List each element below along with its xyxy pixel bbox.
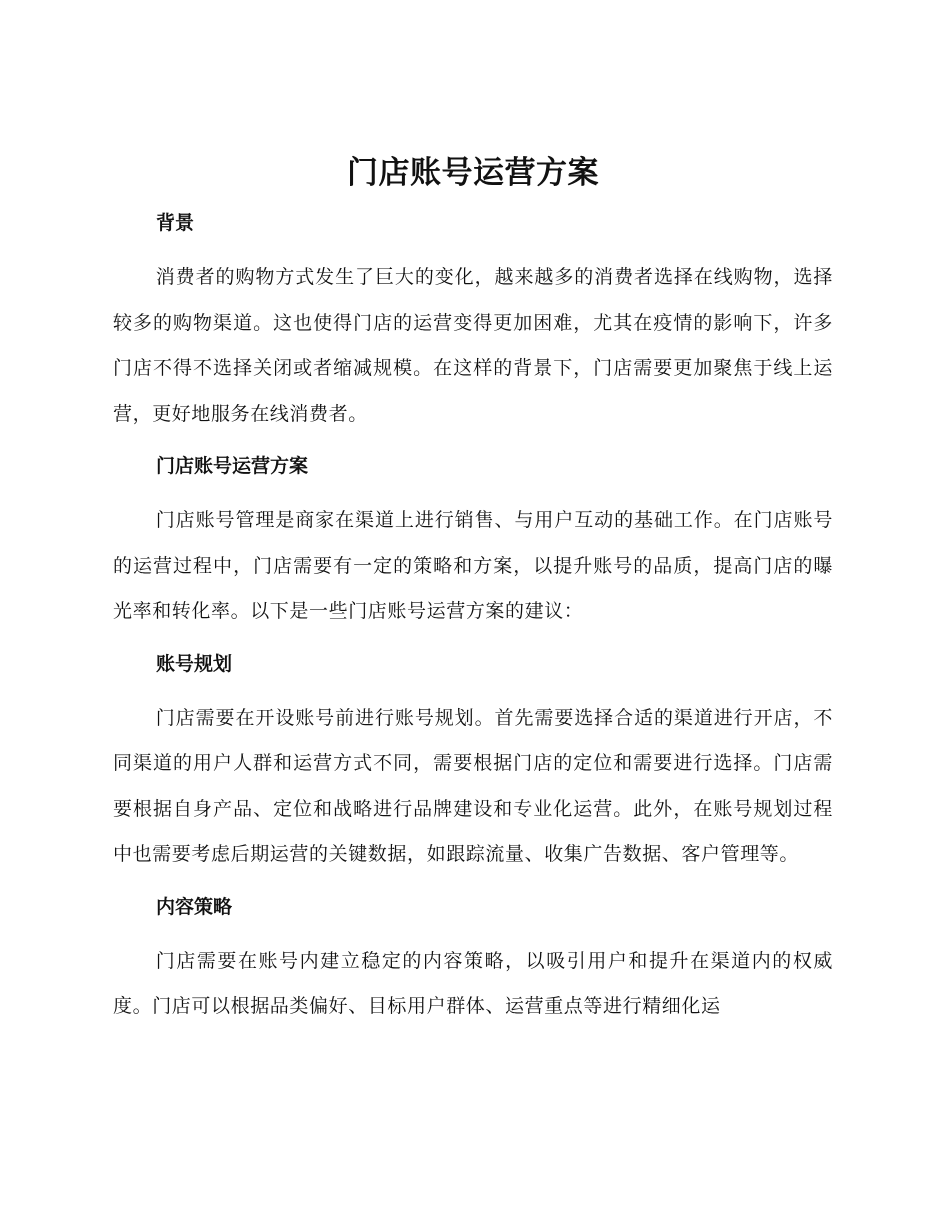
section-paragraph-account-planning: 门店需要在开设账号前进行账号规划。首先需要选择合适的渠道进行开店，不同渠道的用户人群和运营方式不同，需要根据门店的定位和需要进行选择。门店需要根据自身产品、定位和战略进行品牌建设和专业化运营。此外，在账号规划过程中也需要考虑后期运营的关键数据，如跟踪流量、收集广告数据、客户管理等。 bbox=[113, 706, 833, 865]
section-paragraph-content-strategy: 门店需要在账号内建立稳定的内容策略，以吸引用户和提升在渠道内的权威度。门店可以根据品类偏好、目标用户群体、运营重点等进行精细化运 bbox=[113, 949, 833, 1017]
document-title: 门店账号运营方案 bbox=[347, 155, 599, 191]
section-heading-content-strategy: 内容策略 bbox=[156, 895, 233, 918]
section-heading-background: 背景 bbox=[156, 212, 195, 234]
section-heading-account-planning: 账号规划 bbox=[156, 652, 233, 675]
section-paragraph-account-plan: 门店账号管理是商家在渠道上进行销售、与用户互动的基础工作。在门店账号的运营过程中，门店需要有一定的策略和方案，以提升账号的品质，提高门店的曝光率和转化率。以下是一些门店账号运营方案的建议： bbox=[113, 509, 833, 622]
section-paragraph-background: 消费者的购物方式发生了巨大的变化，越来越多的消费者选择在线购物，选择较多的购物渠道。这也使得门店的运营变得更加困难，尤其在疫情的影响下，许多门店不得不选择关闭或者缩减规模。在这样的背景下，门店需要更加聚焦于线上运营，更好地服务在线消费者。 bbox=[113, 266, 833, 425]
section-heading-account-plan: 门店账号运营方案 bbox=[156, 455, 309, 477]
document-body bbox=[113, 148, 833, 1030]
